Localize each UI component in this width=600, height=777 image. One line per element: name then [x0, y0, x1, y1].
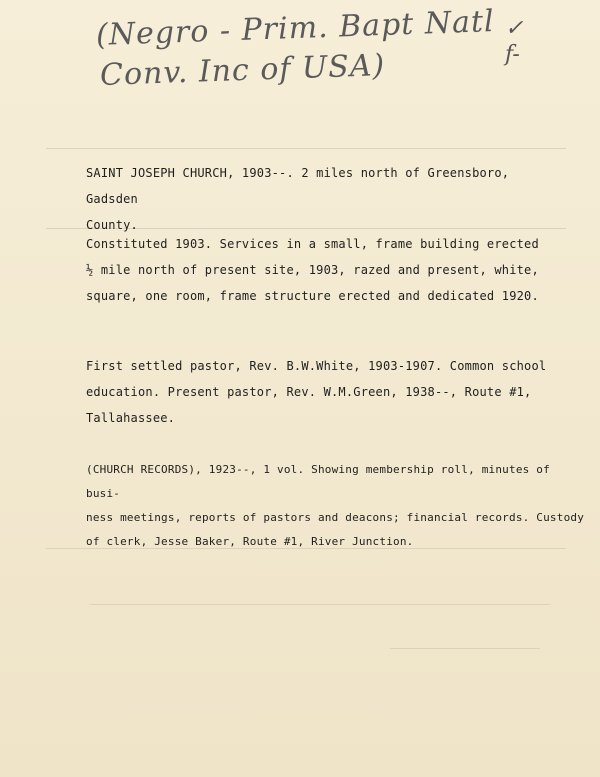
side-mark: f- — [505, 42, 520, 68]
pastors-line: education. Present pastor, Rev. W.M.Green, 1938--, Route #1, — [86, 385, 532, 399]
title-line: County. — [86, 218, 138, 232]
history-line: square, one room, frame structure erected and dedicated 1920. — [86, 289, 539, 303]
handwritten-note-line1: (Negro - Prim. Bapt Natl — [95, 4, 496, 53]
records-paragraph — [86, 458, 586, 554]
records-line: (CHURCH RECORDS), 1923--, 1 vol. Showing membership roll, minutes of busi- — [86, 463, 550, 500]
pastors-paragraph — [86, 353, 566, 431]
check-mark: ✓ — [505, 16, 524, 41]
title-line: SAINT JOSEPH CHURCH, 1903--. 2 miles north of Greensboro, Gadsden — [86, 166, 510, 206]
pastors-line: Tallahassee. — [86, 411, 176, 425]
records-line: of clerk, Jesse Baker, Route #1, River Junction. — [86, 535, 414, 548]
bleed-through-line — [46, 148, 566, 149]
records-line: ness meetings, reports of pastors and deacons; financial records. Custody — [86, 511, 585, 524]
history-line: ½ mile north of present site, 1903, razed and present, white, — [86, 263, 539, 277]
handwritten-note-line2: Conv. Inc of USA) — [99, 48, 386, 93]
bleed-through-line — [90, 604, 550, 605]
handwritten-marks — [505, 16, 523, 69]
entry-title — [86, 160, 566, 238]
pastors-line: First settled pastor, Rev. B.W.White, 1903-1907. Common school — [86, 359, 547, 373]
history-paragraph — [86, 231, 566, 309]
bleed-through-line — [390, 648, 540, 649]
history-line: Constituted 1903. Services in a small, frame building erected — [86, 237, 539, 251]
